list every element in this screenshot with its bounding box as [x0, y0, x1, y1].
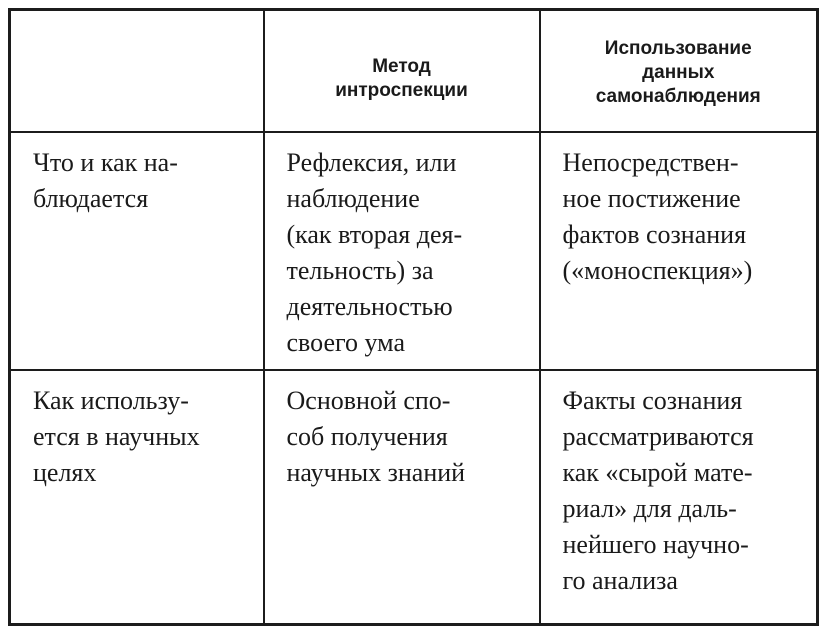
cell-text-line: Рефлексия, или: [286, 148, 457, 177]
table-row: [10, 370, 818, 625]
self-observation-cell: [540, 370, 818, 625]
cell-text-line: риал» для даль-: [562, 494, 737, 523]
cell-text-line: деятельностью: [286, 292, 453, 321]
self-observation-cell: [540, 132, 818, 370]
cell-text-line: соб получения: [286, 422, 448, 451]
cell-text-line: нейшего научно-: [562, 530, 749, 559]
cell-text-line: («моноспекция»): [562, 256, 753, 285]
header-empty-cell: [10, 10, 264, 133]
cell-text-line: Как использу-: [33, 386, 189, 415]
header-text-line: Использование: [604, 38, 752, 59]
comparison-table: [8, 8, 819, 626]
cell-text-line: ется в научных: [33, 422, 200, 451]
cell-text-line: Факты сознания: [562, 386, 743, 415]
row-label-cell: [10, 370, 264, 625]
cell-text-line: Непосредствен-: [562, 148, 739, 177]
cell-text-line: наблюдение: [286, 184, 420, 213]
header-self-observation-data: [540, 10, 818, 133]
cell-text-line: фактов сознания: [562, 220, 747, 249]
cell-text-line: научных знаний: [286, 458, 466, 487]
header-text-line: данных: [642, 62, 715, 83]
comparison-table-container: [8, 8, 816, 626]
cell-text-line: блюдается: [33, 184, 149, 213]
header-text-line: интроспекции: [335, 80, 468, 101]
cell-text-line: Основной спо-: [286, 386, 451, 415]
cell-text-line: го анализа: [562, 566, 678, 595]
cell-text-line: рассматриваются: [562, 422, 754, 451]
cell-text-line: ное постижение: [562, 184, 741, 213]
header-text-line: Метод: [372, 56, 431, 77]
header-row: [10, 10, 818, 133]
cell-text-line: своего ума: [286, 328, 405, 357]
cell-text-line: (как вторая дея-: [286, 220, 463, 249]
cell-text-line: как «сырой мате-: [562, 458, 753, 487]
cell-text-line: тельность) за: [286, 256, 434, 285]
header-text-line: самонаблюдения: [595, 86, 761, 107]
introspection-cell: [264, 370, 540, 625]
table-row: [10, 132, 818, 370]
cell-text-line: целях: [33, 458, 97, 487]
header-introspection-method: [264, 10, 540, 133]
introspection-cell: [264, 132, 540, 370]
cell-text-line: Что и как на-: [33, 148, 178, 177]
row-label-cell: [10, 132, 264, 370]
